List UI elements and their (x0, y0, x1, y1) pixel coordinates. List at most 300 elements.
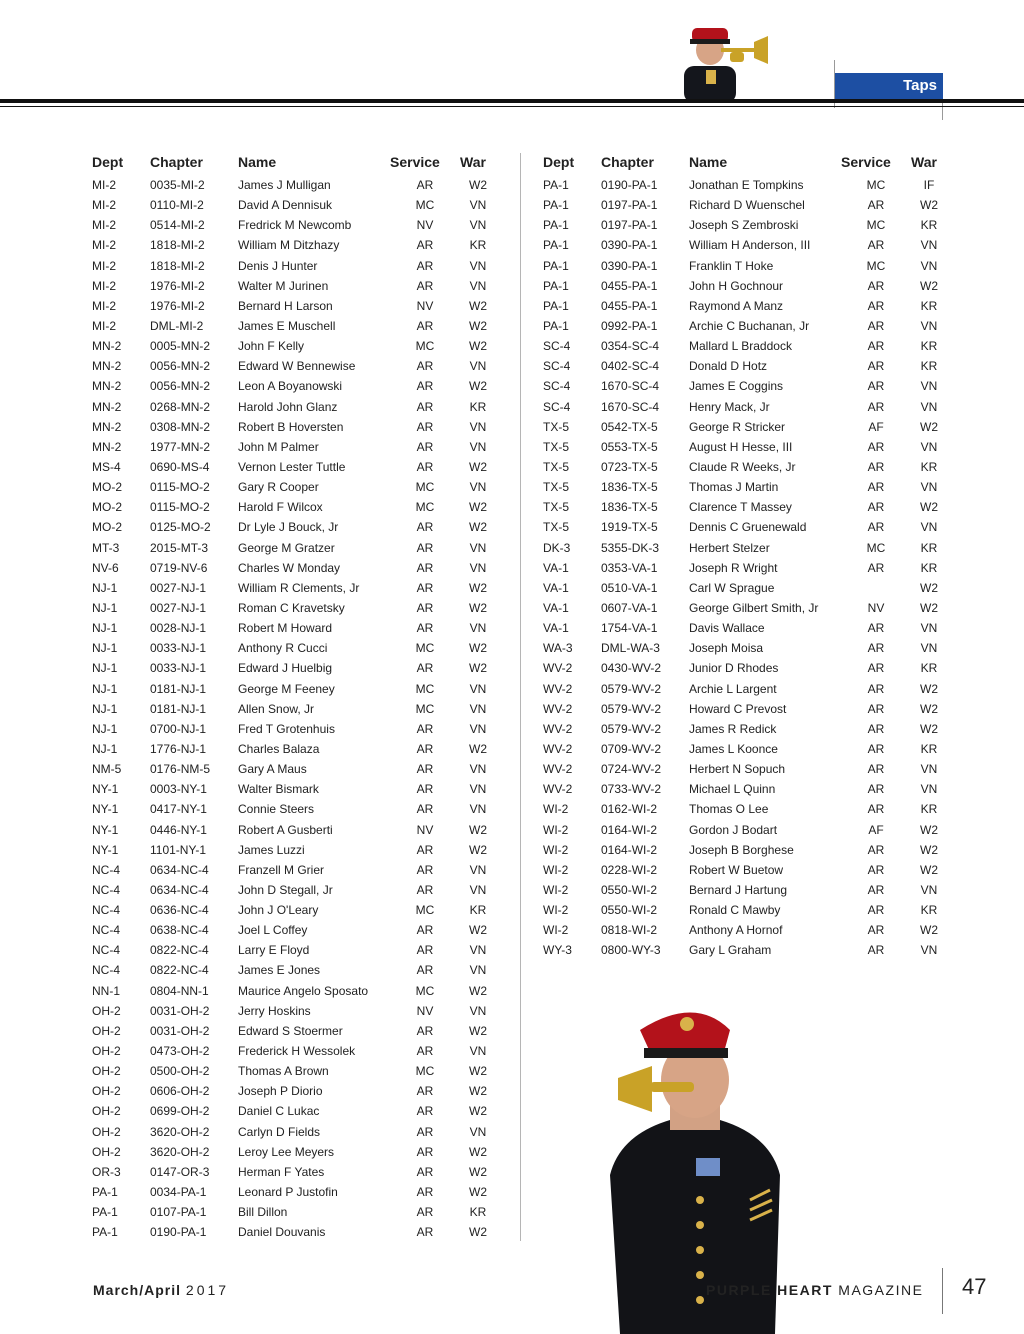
cell-war: VN (920, 238, 938, 253)
cell-dept: VA-1 (543, 560, 569, 575)
cell-dept: OH-2 (92, 1104, 121, 1119)
cell-name: Edward W Bennewise (238, 359, 356, 374)
cell-chapter: 0606-OH-2 (150, 1084, 210, 1099)
cell-dept: MO-2 (92, 520, 122, 535)
cell-service: AR (867, 560, 885, 575)
cell-war: W2 (469, 923, 487, 938)
cell-dept: MN-2 (92, 379, 122, 394)
cell-service: AR (867, 339, 885, 354)
cell-service: MC (415, 903, 435, 918)
table-row (92, 981, 512, 1001)
cell-chapter: 0115-MO-2 (150, 500, 210, 515)
cell-name: Gordon J Bodart (689, 822, 778, 837)
cell-dept: MT-3 (92, 540, 120, 555)
cell-war: KR (920, 359, 938, 374)
cell-dept: NJ-1 (92, 701, 118, 716)
cell-service: AR (867, 198, 885, 213)
cell-name: Vernon Lester Tuttle (238, 459, 346, 474)
cell-name: Charles Balaza (238, 741, 320, 756)
cell-service: AR (416, 178, 434, 192)
cell-service: AR (416, 419, 434, 434)
header-bugler-image (664, 8, 774, 103)
cell-service: AR (416, 741, 434, 756)
cell-war: VN (469, 802, 487, 817)
cell-war: VN (469, 762, 487, 777)
cell-service: AR (416, 1164, 434, 1179)
cell-dept: NJ-1 (92, 621, 118, 636)
cell-service: MC (866, 258, 886, 273)
cell-chapter: 0308-MN-2 (150, 419, 211, 434)
table-row (543, 799, 963, 819)
table-row (543, 679, 963, 699)
cell-chapter: 3620-OH-2 (150, 1124, 210, 1139)
table-row (92, 880, 512, 900)
table-row (543, 558, 963, 578)
header-war: War (911, 154, 937, 170)
cell-service: AR (416, 1104, 434, 1119)
page-number: 47 (962, 1274, 987, 1299)
cell-chapter: 0514-MI-2 (150, 218, 205, 233)
cell-name: Joseph Moisa (689, 641, 764, 656)
cell-dept: MI-2 (92, 218, 116, 233)
cell-name: Robert W Buetow (689, 862, 784, 877)
cell-service: AR (416, 661, 434, 676)
cell-dept: NC-4 (92, 882, 121, 897)
table-row (543, 719, 963, 739)
cell-chapter: 0354-SC-4 (601, 339, 660, 354)
cell-chapter: 0992-PA-1 (601, 318, 658, 333)
cell-chapter: 1976-MI-2 (150, 278, 205, 293)
table-row (92, 598, 512, 618)
cell-war: VN (469, 882, 487, 897)
cell-dept: PA-1 (92, 1185, 118, 1200)
cell-war: KR (920, 560, 938, 575)
cell-chapter: 0723-TX-5 (601, 459, 658, 474)
cell-service: AR (416, 1225, 434, 1240)
table-row (92, 1001, 512, 1021)
cell-dept: OH-2 (92, 1124, 121, 1139)
cell-name: Richard D Wuenschel (689, 198, 805, 213)
table-row (543, 538, 963, 558)
table-row (92, 1222, 512, 1242)
cell-name: James J Mulligan (238, 178, 331, 192)
cell-dept: MI-2 (92, 178, 116, 192)
cell-service: AF (868, 419, 884, 434)
cell-name: James R Redick (689, 721, 777, 736)
header-dept: Dept (543, 154, 575, 170)
cell-dept: WI-2 (543, 822, 569, 837)
cell-chapter: 1977-MN-2 (150, 439, 211, 454)
cell-name: Junior D Rhodes (689, 661, 779, 676)
cell-service: MC (415, 641, 435, 656)
cell-service: AR (867, 298, 885, 313)
cell-dept: PA-1 (92, 1205, 118, 1220)
cell-service: AR (867, 802, 885, 817)
cell-war: W2 (469, 1104, 487, 1119)
table-row (92, 417, 512, 437)
cell-service: AR (416, 439, 434, 454)
cell-name: Fred T Grotenhuis (238, 721, 335, 736)
cell-name: Robert A Gusberti (238, 822, 333, 837)
cell-service: AR (416, 621, 434, 636)
cell-service: AR (416, 1084, 434, 1099)
cell-name: Mallard L Braddock (689, 339, 792, 354)
cell-name: William R Clements, Jr (238, 580, 360, 595)
table-row (92, 578, 512, 598)
table-row (543, 477, 963, 497)
cell-war: KR (920, 218, 938, 233)
cell-service (841, 578, 911, 598)
issue-month: March/April (93, 1282, 182, 1298)
table-row (92, 900, 512, 920)
cell-name: Raymond A Manz (689, 298, 784, 313)
cell-war: KR (469, 1205, 487, 1220)
table-row (543, 195, 963, 215)
cell-name: Larry E Floyd (238, 943, 310, 958)
table-row (92, 296, 512, 316)
cell-chapter: 0147-OR-3 (150, 1164, 210, 1179)
cell-dept: SC-4 (543, 399, 571, 414)
cell-name: John M Palmer (238, 439, 319, 454)
cell-name: Ronald C Mawby (689, 903, 781, 918)
cell-chapter: 0638-NC-4 (150, 923, 209, 938)
cell-name: John D Stegall, Jr (238, 882, 333, 897)
cell-war: W2 (469, 822, 487, 837)
cell-dept: NY-1 (92, 782, 119, 797)
cell-dept: MI-2 (92, 238, 116, 253)
cell-name: Roman C Kravetsky (238, 600, 345, 615)
cell-dept: WV-2 (543, 762, 573, 777)
magazine-title (706, 1282, 923, 1298)
cell-service: AR (416, 963, 434, 978)
cell-dept: NJ-1 (92, 661, 118, 676)
table-row (92, 719, 512, 739)
cell-chapter: 1670-SC-4 (601, 399, 660, 414)
cell-chapter: 0110-MI-2 (150, 198, 204, 213)
cell-dept: MN-2 (92, 399, 122, 414)
table-row (543, 920, 963, 940)
cell-war: KR (920, 540, 938, 555)
cell-dept: SC-4 (543, 379, 571, 394)
cell-name: Joseph S Zembroski (689, 218, 799, 233)
cell-service: MC (415, 339, 435, 354)
cell-war: VN (920, 439, 938, 454)
cell-name: Harold John Glanz (238, 399, 338, 414)
cell-chapter: 0636-NC-4 (150, 903, 209, 918)
cell-dept: MO-2 (92, 500, 122, 515)
magazine-title-light: MAGAZINE (838, 1282, 924, 1298)
cell-chapter: 1836-TX-5 (601, 500, 658, 515)
cell-dept: TX-5 (543, 419, 570, 434)
cell-name: Charles W Monday (238, 560, 341, 575)
cell-war: W2 (469, 1185, 487, 1200)
cell-name: Joseph R Wright (689, 560, 778, 575)
cell-chapter: 0164-WI-2 (601, 822, 658, 837)
cell-name: William M Ditzhazy (238, 238, 340, 253)
cell-service: AR (416, 258, 434, 273)
table-row (543, 457, 963, 477)
cell-service: AR (416, 721, 434, 736)
header-rule (0, 99, 1024, 103)
cell-name: George M Feeney (238, 681, 335, 696)
cell-service: AR (867, 641, 885, 656)
cell-chapter: 1776-NJ-1 (150, 741, 207, 756)
cell-war: VN (920, 882, 938, 897)
cell-dept: OH-2 (92, 1003, 121, 1018)
cell-war: W2 (469, 1064, 487, 1079)
cell-service: NV (867, 600, 885, 615)
cell-dept: WI-2 (543, 842, 569, 857)
table-row (92, 699, 512, 719)
cell-service: AR (867, 459, 885, 474)
cell-chapter: 0719-NV-6 (150, 560, 208, 575)
section-tab: Taps (835, 73, 943, 100)
cell-dept: MI-2 (92, 298, 116, 313)
cell-name: George R Stricker (689, 419, 786, 434)
header-name: Name (238, 154, 277, 170)
issue-date (93, 1282, 229, 1298)
table-row (543, 900, 963, 920)
cell-chapter: 1976-MI-2 (150, 298, 205, 313)
cell-service: AR (416, 318, 434, 333)
cell-dept: MN-2 (92, 419, 122, 434)
cell-chapter: 0107-PA-1 (150, 1205, 207, 1220)
table-row (92, 517, 512, 537)
table-row (92, 1182, 512, 1202)
cell-chapter: 0690-MS-4 (150, 459, 210, 474)
cell-war: W2 (920, 721, 938, 736)
cell-dept: NC-4 (92, 862, 121, 877)
cell-service: AR (416, 459, 434, 474)
cell-chapter: 0190-PA-1 (601, 178, 658, 192)
table-row (543, 658, 963, 678)
cell-service: AR (867, 862, 885, 877)
table-row (543, 175, 963, 195)
cell-war: VN (469, 218, 487, 233)
table-row (92, 437, 512, 457)
cell-service: AR (416, 399, 434, 414)
cell-chapter: 0115-MO-2 (150, 480, 210, 495)
table-row (92, 356, 512, 376)
cell-name: Leon A Boyanowski (238, 379, 343, 394)
cell-war: VN (469, 782, 487, 797)
cell-war: W2 (469, 339, 487, 354)
cell-chapter: 0003-NY-1 (150, 782, 207, 797)
cell-service: AR (416, 842, 434, 857)
cell-war: VN (920, 762, 938, 777)
cell-dept: PA-1 (543, 198, 569, 213)
cell-service: MC (415, 701, 435, 716)
table-row (543, 779, 963, 799)
cell-dept: NJ-1 (92, 721, 118, 736)
table-row (92, 195, 512, 215)
cell-chapter: 0553-TX-5 (601, 439, 658, 454)
cell-service: AR (416, 520, 434, 535)
table-row (92, 679, 512, 699)
table-row (92, 1061, 512, 1081)
table-row (92, 1101, 512, 1121)
cell-war: KR (469, 903, 487, 918)
cell-dept: MI-2 (92, 258, 116, 273)
cell-service: MC (866, 218, 886, 233)
cell-war: VN (469, 862, 487, 877)
cell-name: Claude R Weeks, Jr (689, 459, 796, 474)
cell-dept: NV-6 (92, 560, 119, 575)
cell-name: Joseph B Borghese (689, 842, 794, 857)
cell-war: W2 (920, 600, 938, 615)
cell-chapter: 0455-PA-1 (601, 278, 658, 293)
cell-name: Joseph P Diorio (238, 1084, 323, 1099)
cell-service: AR (416, 762, 434, 777)
cell-war: W2 (920, 278, 938, 293)
cell-war: W2 (469, 1023, 487, 1038)
cell-service: AR (867, 943, 885, 958)
cell-dept: MN-2 (92, 439, 122, 454)
cell-chapter: 0027-NJ-1 (150, 600, 207, 615)
cell-war: W2 (469, 298, 487, 313)
cell-dept: WY-3 (543, 943, 572, 958)
cell-chapter: 0005-MN-2 (150, 339, 211, 354)
cell-name: Clarence T Massey (689, 500, 792, 515)
cell-war: W2 (469, 1225, 487, 1240)
cell-service: AR (416, 943, 434, 958)
cell-war: KR (469, 238, 487, 253)
table-row (92, 960, 512, 980)
table-row (92, 235, 512, 255)
cell-war: VN (469, 701, 487, 716)
cell-dept: MN-2 (92, 339, 122, 354)
cell-war: W2 (469, 459, 487, 474)
cell-name: Bernard J Hartung (689, 882, 788, 897)
cell-name: Bernard H Larson (238, 298, 333, 313)
cell-dept: OR-3 (92, 1164, 121, 1179)
cell-name: Leroy Lee Meyers (238, 1144, 335, 1159)
table-row (92, 256, 512, 276)
cell-war: W2 (469, 500, 487, 515)
cell-service: AR (416, 1185, 434, 1200)
cell-name: Anthony R Cucci (238, 641, 328, 656)
cell-war: VN (920, 520, 938, 535)
cell-dept: WI-2 (543, 903, 569, 918)
table-row (543, 578, 963, 598)
table-row (92, 336, 512, 356)
table-row (543, 256, 963, 276)
cell-service: AR (867, 842, 885, 857)
cell-chapter: 0190-PA-1 (150, 1225, 207, 1240)
cell-service: AR (416, 862, 434, 877)
cell-dept: OH-2 (92, 1044, 121, 1059)
cell-service: AR (867, 903, 885, 918)
table-row (92, 457, 512, 477)
cell-service: AR (416, 238, 434, 253)
cell-name: Herman F Yates (238, 1164, 325, 1179)
table-row (543, 860, 963, 880)
table-row (543, 618, 963, 638)
cell-war: VN (469, 1044, 487, 1059)
cell-war: W2 (469, 580, 487, 595)
cell-service: AR (867, 439, 885, 454)
table-body (543, 175, 963, 960)
cell-war: W2 (920, 198, 938, 213)
cell-chapter: 0197-PA-1 (601, 218, 658, 233)
cell-war: W2 (469, 600, 487, 615)
cell-service: AR (867, 661, 885, 676)
cell-war: W2 (469, 1144, 487, 1159)
cell-chapter: 0390-PA-1 (601, 238, 658, 253)
cell-name: Allen Snow, Jr (238, 701, 315, 716)
cell-dept: NN-1 (92, 983, 121, 998)
cell-chapter: 0162-WI-2 (601, 802, 658, 817)
cell-war: VN (469, 1124, 487, 1139)
cell-dept: DK-3 (543, 540, 571, 555)
table-row (92, 276, 512, 296)
cell-name: Walter Bismark (238, 782, 319, 797)
cell-name: Gary R Cooper (238, 480, 319, 495)
cell-name: William H Anderson, III (689, 238, 811, 253)
cell-chapter: 0455-PA-1 (601, 298, 658, 313)
cell-dept: PA-1 (543, 298, 569, 313)
cell-name: James E Jones (238, 963, 321, 978)
cell-name: James Luzzi (238, 842, 305, 857)
table-row (543, 356, 963, 376)
cell-name: Walter M Jurinen (238, 278, 329, 293)
cell-war: KR (469, 399, 487, 414)
cell-name: John F Kelly (238, 339, 305, 354)
table-row (92, 376, 512, 396)
cell-war: VN (469, 621, 487, 636)
table-row (543, 638, 963, 658)
cell-name: Harold F Wilcox (238, 500, 323, 515)
cell-name: David A Dennisuk (238, 198, 333, 213)
cell-chapter: 0634-NC-4 (150, 882, 209, 897)
cell-dept: MI-2 (92, 318, 116, 333)
cell-dept: MS-4 (92, 459, 121, 474)
cell-dept: WV-2 (543, 782, 573, 797)
cell-chapter: 0176-NM-5 (150, 762, 211, 777)
cell-chapter: 0579-WV-2 (601, 701, 662, 716)
cell-dept: TX-5 (543, 520, 570, 535)
table-row (543, 759, 963, 779)
cell-chapter: 0027-NJ-1 (150, 580, 207, 595)
cell-dept: WV-2 (543, 741, 573, 756)
cell-war: IF (923, 178, 935, 192)
cell-chapter: 0579-WV-2 (601, 721, 662, 736)
cell-service: AR (867, 318, 885, 333)
cell-name: Michael L Quinn (689, 782, 776, 797)
table-header (92, 150, 512, 174)
cell-war: VN (469, 359, 487, 374)
cell-war: VN (469, 540, 487, 555)
cell-name: Robert M Howard (238, 621, 333, 636)
cell-name: August H Hesse, III (689, 439, 793, 454)
cell-service: AR (867, 721, 885, 736)
cell-war: W2 (920, 580, 938, 595)
table-row (543, 437, 963, 457)
cell-service: MC (866, 178, 886, 192)
cell-name: Connie Steers (238, 802, 315, 817)
cell-service: AR (867, 741, 885, 756)
cell-dept: OH-2 (92, 1144, 121, 1159)
header-service: Service (390, 154, 440, 170)
cell-chapter: 0733-WV-2 (601, 782, 662, 797)
cell-dept: WV-2 (543, 721, 573, 736)
cell-service: AR (867, 359, 885, 374)
cell-chapter: 0550-WI-2 (601, 882, 658, 897)
table-row (543, 598, 963, 618)
table-row (92, 779, 512, 799)
cell-name: James E Muschell (238, 318, 336, 333)
cell-chapter: 0056-MN-2 (150, 359, 211, 374)
